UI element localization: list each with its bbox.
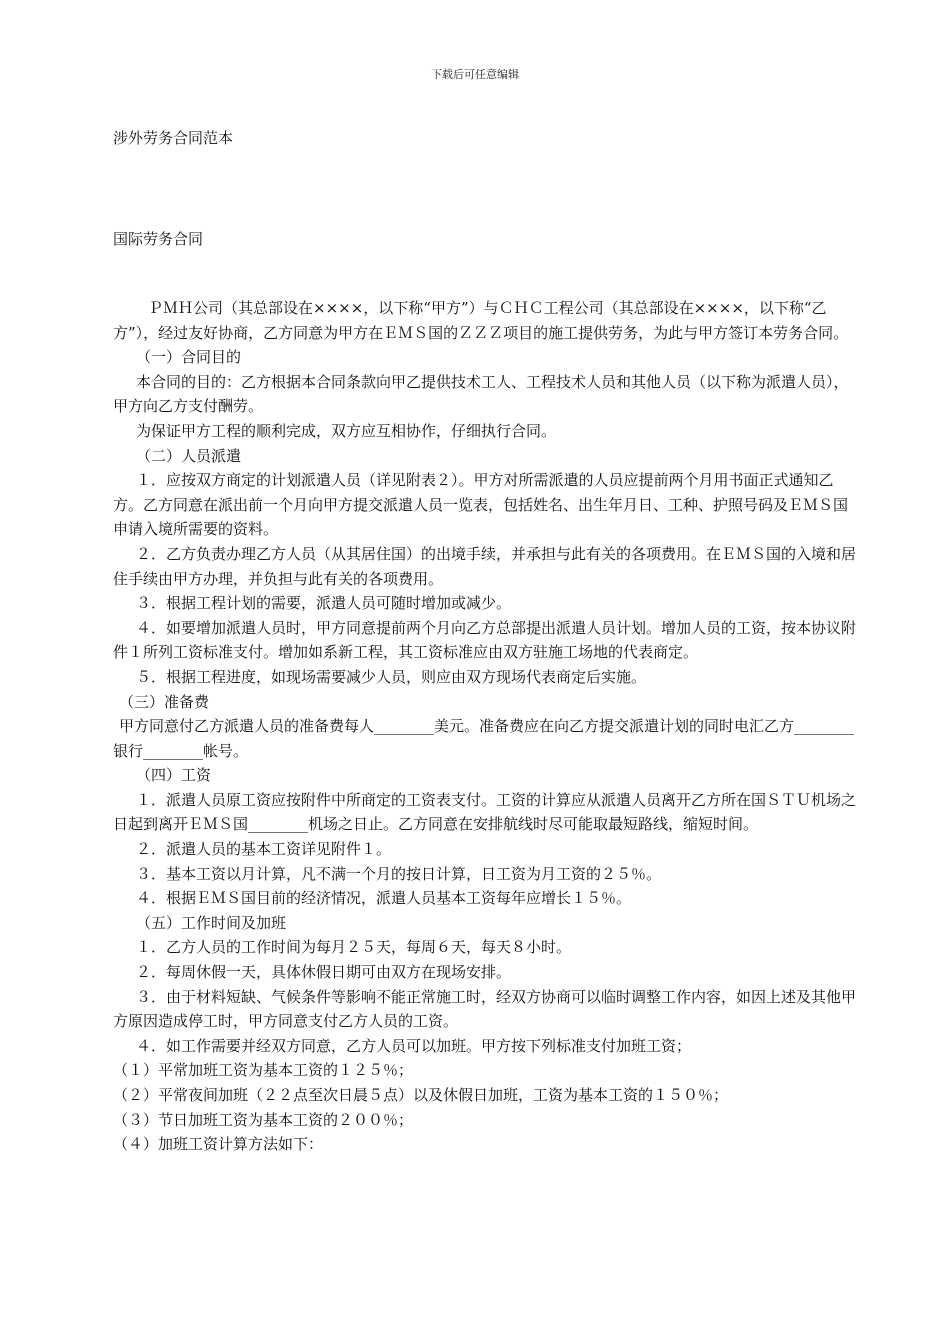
- overtime-item-3: （３）节日加班工资为基本工资的２００％；: [113, 1110, 414, 1129]
- clause-wages-3: ３．基本工资以月计算，凡不满一个月的按日计算，日工资为月工资的２５％。: [136, 864, 662, 883]
- clause-wages-1: １．派遣人员原工资应按附件中所商定的工资表支付。工资的计算应从派遣人员离开乙方所在国ＳＴＵ机场之日起到离开ＥＭＳ国________机场之日止。乙方同意在安排航线时尽可能取最短路线，缩短时间。: [113, 790, 857, 834]
- clause-wages-4: ４．根据ＥＭＳ国目前的经济情况，派遣人员基本工资每年应增长１５％。: [136, 889, 632, 908]
- document-title: 涉外劳务合同范本: [113, 129, 234, 147]
- section-heading-hours: （五）工作时间及加班: [136, 913, 287, 932]
- clause-dispatch-5: ５．根据工程进度，如现场需要减少人员，则应由双方现场代表商定后实施。: [136, 667, 647, 686]
- section-heading-dispatch: （二）人员派遣: [136, 446, 242, 465]
- paragraph-prep-fee: 甲方同意付乙方派遣人员的准备费每人________美元。准备费应在向乙方提交派遣计划的同时电汇乙方________银行________帐号。: [113, 717, 855, 760]
- clause-hours-1: １．乙方人员的工作时间为每月２５天，每周６天，每天８小时。: [136, 938, 572, 957]
- paragraph-purpose: 本合同的目的：乙方根据本合同条款向甲乙提供技术工人、工程技术人员和其他人员（以下称为派遣人员），甲方向乙方支付酬劳。: [113, 372, 849, 416]
- clause-hours-3: ３．由于材料短缺、气候条件等影响不能正常施工时，经双方协商可以临时调整工作内容，如因上述及其他甲方原因造成停工时，甲方同意支付乙方人员的工资。: [113, 987, 857, 1031]
- section-heading-prep-fee: （三）准备费: [119, 692, 210, 711]
- overtime-item-1: （１）平常加班工资为基本工资的１２５％；: [113, 1061, 414, 1080]
- contract-body: [113, 296, 858, 1157]
- clause-dispatch-4: ４．如要增加派遣人员时，甲方同意提前两个月向乙方总部提出派遣人员计划。增加人员的工资，按本协议附件１所列工资标准支付。增加如系新工程，其工资标准应由双方驻施工场地的代表商定。: [113, 618, 857, 662]
- section-heading-purpose: （一）合同目的: [136, 348, 242, 367]
- clause-hours-2: ２．每周休假一天，具体休假日期可由双方在现场安排。: [136, 963, 512, 982]
- clause-dispatch-3: ３．根据工程计划的需要，派遣人员可随时增加或减少。: [136, 594, 512, 613]
- overtime-item-4: （４）加班工资计算方法如下：: [113, 1135, 324, 1154]
- page-header-note: 下载后可任意编辑: [431, 68, 519, 81]
- clause-dispatch-2: ２．乙方负责办理乙方人员（从其居住国）的出境手续，并承担与此有关的各项费用。在ＥＭＳ国的入境和居住手续由甲方办理，并负担与此有关的各项费用。: [113, 544, 857, 588]
- clause-dispatch-1: １．应按双方商定的计划派遣人员（详见附表２）。甲方对所需派遣的人员应提前两个月用书面正式通知乙方。乙方同意在派出前一个月向甲方提交派遣人员一览表，包括姓名、出生年月日、工种、护照号码及ＥＭＳ国申请入境所需要的资料。: [113, 471, 849, 539]
- paragraph-cooperation: 为保证甲方工程的顺利完成，双方应互相协作，仔细执行合同。: [136, 421, 557, 440]
- section-heading-wages: （四）工资: [136, 766, 212, 785]
- clause-hours-4: ４．如工作需要并经双方同意，乙方人员可以加班。甲方按下列标准支付加班工资；: [136, 1036, 692, 1055]
- contract-title: 国际劳务合同: [113, 230, 204, 248]
- intro-paragraph: ＰＭＨ公司（其总部设在××××，以下称“甲方”）与ＣＨＣ工程公司（其总部设在××××，以下称“乙方”），经过友好协商，乙方同意为甲方在ＥＭＳ国的ＺＺＺ项目的施工提供劳务，为此与甲方签订本劳务合同。: [113, 299, 849, 342]
- overtime-item-2: （２）平常夜间加班（２２点至次日晨５点）以及休假日加班，工资为基本工资的１５０％；: [113, 1086, 729, 1104]
- clause-wages-2: ２．派遣人员的基本工资详见附件１。: [136, 840, 392, 859]
